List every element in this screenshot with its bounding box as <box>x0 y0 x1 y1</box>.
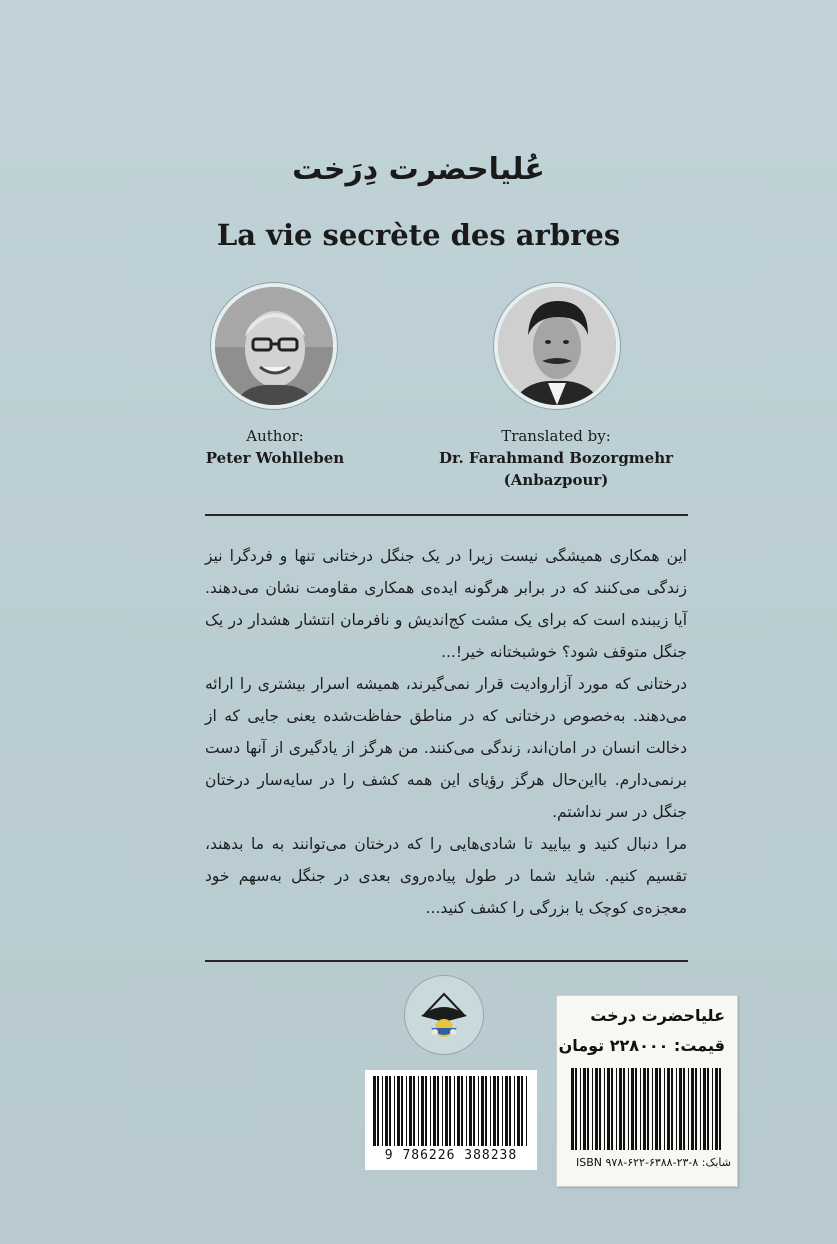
author-credit <box>190 425 360 469</box>
barcode-bar <box>679 1068 682 1150</box>
barcode-bar <box>373 1076 376 1146</box>
isbn-barcode <box>365 1070 537 1170</box>
bottom-divider <box>205 960 688 962</box>
publisher-logo-icon <box>404 975 484 1055</box>
barcode-bar <box>659 1068 661 1150</box>
barcode-bar <box>509 1076 511 1146</box>
barcode-bar <box>521 1076 523 1146</box>
top-divider <box>205 514 688 516</box>
translator-credit <box>430 425 682 491</box>
barcode-bar <box>667 1068 670 1150</box>
barcode-bar <box>418 1076 419 1146</box>
barcode-bar <box>526 1076 527 1146</box>
barcode-bar <box>517 1076 520 1146</box>
barcode-bar <box>425 1076 427 1146</box>
barcode-bar <box>611 1068 613 1150</box>
barcode-bar <box>703 1068 706 1150</box>
barcode-bar <box>599 1068 601 1150</box>
price-sticker <box>556 995 738 1187</box>
barcode-bar <box>691 1068 694 1150</box>
barcode-bar <box>604 1068 605 1150</box>
barcode-bar <box>712 1068 713 1150</box>
barcode-bar <box>461 1076 463 1146</box>
blurb-paragraph: درختانی که مورد آزاروادیت قرار نمی‌گیرند، همیشه اسرار بیشتری را ارائه می‌دهند. به‌خصوص درختانی که در مناطق حفاظت‌شده یعنی جایی که از دخالت انسان در امان‌اند، زندگی می‌کنند. من هرگز از یادگیری از آنها دست برنمی‌دارم. بااین‌حال هرگز رؤیای این همه کشف را در سایه‌سار درختان جنگل در سر نداشتم. <box>205 675 687 821</box>
barcode-bar <box>454 1076 455 1146</box>
barcode-bar <box>587 1068 589 1150</box>
barcode-bars <box>373 1076 529 1146</box>
barcode-bar <box>466 1076 467 1146</box>
barcode-bar <box>493 1076 496 1146</box>
barcode-bar <box>575 1068 577 1150</box>
barcode-bar <box>445 1076 448 1146</box>
barcode-bar <box>433 1076 436 1146</box>
barcode-bar <box>490 1076 491 1146</box>
barcode-bar <box>655 1068 658 1150</box>
barcode-bar <box>406 1076 407 1146</box>
barcode-bar <box>377 1076 379 1146</box>
barcode-bar <box>502 1076 503 1146</box>
sticker-price: قیمت: ۲۲۸۰۰۰ تومان <box>558 1036 725 1055</box>
sticker-isbn: شابک: ۸-۲۳-۶۳۸۸-۶۲۲-۹۷۸ ISBN <box>576 1156 731 1169</box>
barcode-bar <box>514 1076 515 1146</box>
blurb-text <box>205 540 687 924</box>
barcode-bar <box>700 1068 701 1150</box>
barcode-bar <box>616 1068 617 1150</box>
barcode-bar <box>707 1068 709 1150</box>
barcode-bar <box>473 1076 475 1146</box>
barcode-bar <box>409 1076 412 1146</box>
author-name: Peter Wohlleben <box>205 449 345 467</box>
translator-name: Dr. Farahmand Bozorgmehr <box>438 449 674 467</box>
author-portrait-icon <box>215 287 333 405</box>
barcode-bar <box>385 1076 388 1146</box>
barcode-bar <box>652 1068 653 1150</box>
french-title: La vie secrète des arbres <box>216 218 621 252</box>
barcode-bar <box>389 1076 391 1146</box>
barcode-bar <box>643 1068 646 1150</box>
barcode-bar <box>628 1068 629 1150</box>
barcode-bar <box>437 1076 439 1146</box>
barcode-bar <box>595 1068 598 1150</box>
author-portrait <box>211 283 337 409</box>
sticker-barcode <box>571 1068 723 1150</box>
barcode-bar <box>442 1076 443 1146</box>
barcode-bar <box>647 1068 649 1150</box>
barcode-bar <box>671 1068 673 1150</box>
barcode-bar <box>592 1068 593 1150</box>
barcode-bar <box>497 1076 499 1146</box>
barcode-bar <box>664 1068 665 1150</box>
barcode-bar <box>469 1076 472 1146</box>
barcode-bar <box>505 1076 508 1146</box>
barcode-bar <box>478 1076 479 1146</box>
barcode-bar <box>580 1068 581 1150</box>
barcode-bar <box>623 1068 625 1150</box>
barcode-bar <box>457 1076 460 1146</box>
sticker-title: علیاحضرت درخت <box>590 1006 725 1025</box>
blurb-paragraph: مرا دنبال کنید و بیایید تا شادی‌هایی را که درختان می‌توانند به ما بدهند، تقسیم کنیم. شاید شما در طول پیاده‌روی بعدی در جنگل به‌سهم خود معجزه‌ی کوچک یا بزرگی را کشف کنید... <box>205 835 687 917</box>
persian-title: عُلیاحضرت دِرَخت <box>292 152 545 187</box>
barcode-bar <box>481 1076 484 1146</box>
barcode-bar <box>397 1076 400 1146</box>
barcode-bar <box>635 1068 637 1150</box>
barcode-bar <box>382 1076 383 1146</box>
barcode-bar <box>394 1076 395 1146</box>
barcode-bar <box>715 1068 718 1150</box>
barcode-bar <box>683 1068 685 1150</box>
barcode-bar <box>413 1076 415 1146</box>
blurb-paragraph: این همکاری همیشگی نیست زیرا در یک جنگل درختانی تنها و فردگرا نیز زندگی می‌کنند که در برابر هرگونه ایده‌ی همکاری مقاومت نشان می‌دهند. آیا زیبنده است که برای یک مشت کج‌اندیش و نافرمان انتشار هشدار در یک جنگل متوقف شود؟ خوشبختانه خیر!... <box>205 547 687 661</box>
barcode-bar <box>688 1068 689 1150</box>
barcode-bar <box>640 1068 641 1150</box>
barcode-bar <box>401 1076 403 1146</box>
barcode-bar <box>430 1076 431 1146</box>
barcode-bar <box>719 1068 721 1150</box>
translator-portrait-icon <box>498 287 616 405</box>
barcode-bar <box>485 1076 487 1146</box>
barcode-bar <box>631 1068 634 1150</box>
barcode-bar <box>607 1068 610 1150</box>
translator-portrait <box>494 283 620 409</box>
barcode-bar <box>695 1068 697 1150</box>
barcode-digits: 9 786226 388238 <box>384 1148 518 1163</box>
barcode-bar <box>421 1076 424 1146</box>
barcode-bar <box>571 1068 574 1150</box>
barcode-bar <box>619 1068 622 1150</box>
author-role-label: Author: <box>246 427 304 445</box>
barcode-bar <box>449 1076 451 1146</box>
barcode-bar <box>583 1068 586 1150</box>
translator-role-label: Translated by: <box>501 427 611 445</box>
barcode-bar <box>676 1068 677 1150</box>
translator-name-extra: (Anbazpour) <box>503 471 609 489</box>
